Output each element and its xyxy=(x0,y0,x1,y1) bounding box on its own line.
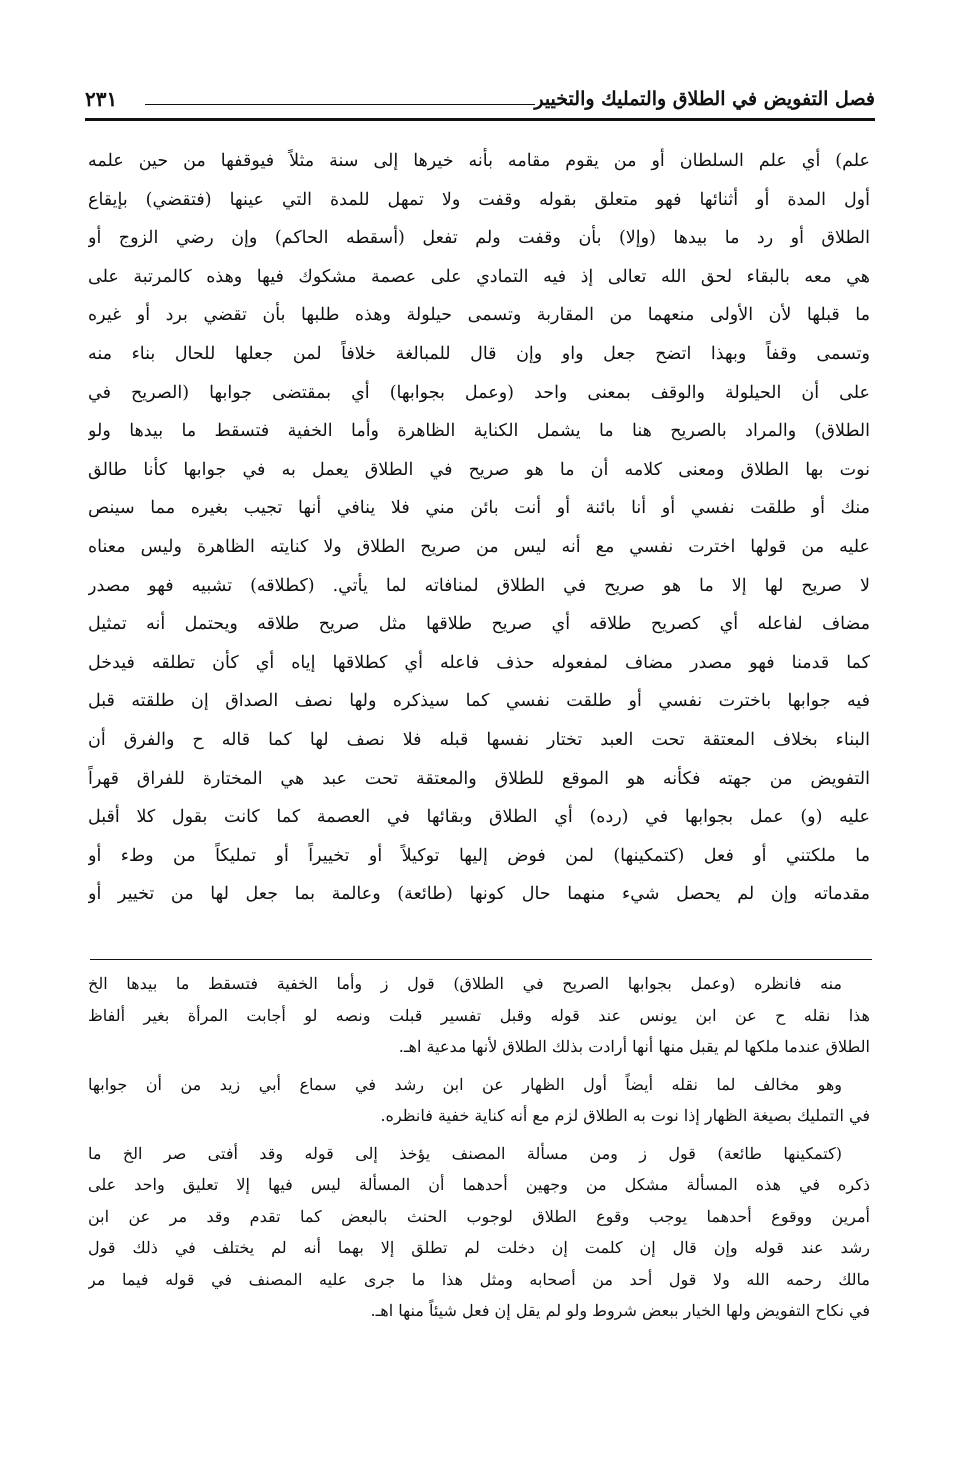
main-text xyxy=(88,142,870,914)
footnote-line: ذكره في هذه المسألة مشكل من وجهين أحدهما أن المسألة ليس فيها إلا تعليق واحد على xyxy=(88,1175,870,1194)
chapter-title: فصل التفويض في الطلاق والتمليك والتخيير xyxy=(534,88,875,110)
main-line: التفويض من جهته فكأنه هو الموقع للطلاق والمعتقة تحت عبد هي المختارة للفراق قهراً xyxy=(88,768,870,789)
footnote-line: أمرين ووقوع أحدهما يوجب وقوع الطلاق لوجوب الحنث بالبعض كما تقدم وقد مر عن ابن xyxy=(88,1206,870,1226)
footnote-line: وهو مخالف لما نقله أيضاً أول الظهار عن ابن رشد في سماع أبي زيد من أن جوابها xyxy=(88,1074,842,1094)
footnote-paragraph xyxy=(88,1069,870,1132)
footnote-line: هذا نقله ح عن ابن يونس عند قوله وقبل تفسير قبلت ونصه لو أجابت المرأة بغير ألفاظ xyxy=(88,1005,870,1025)
main-line: علم) أي علم السلطان أو من يقوم مقامه بأنه خيرها إلى سنة مثلاً فيوقفها من حين علمه xyxy=(88,151,870,171)
main-line: نوت بها الطلاق ومعنى كلامه أن ما هو صريح في الطلاق يعمل به في جوابها كأنا طالق xyxy=(88,459,870,480)
main-line: أول المدة أو أثنائها فهو متعلق بقوله وقفت ولا تمهل للمدة التي عينها (فتقضي) بإيقاع xyxy=(88,189,870,210)
main-line: لا صريح لها إلا ما هو صريح في الطلاق لمنافاته لما يأتي. (كطلاقه) تشبيه فهو مصدر xyxy=(88,575,870,596)
main-line: عليه من قولها اخترت نفسي مع أنه ليس من صريح الطلاق ولا كنايته الظاهرة وليس معناه xyxy=(88,536,870,557)
main-line: فيه جوابها باخترت نفسي أو طلقت نفسي كما سيذكره ولها نصف الصداق إن طلقته قبل xyxy=(88,691,870,712)
main-line: وتسمى وقفاً وبهذا اتضح جعل واو وإن قال للمبالغة خلافاً لمن جعلها للحال بناء منه xyxy=(88,343,870,364)
main-line: هي معه بالبقاء لحق الله تعالى إذ فيه التمادي على عصمة مشكوك فيها وهذه كالمرتبة على xyxy=(88,266,870,287)
page-header xyxy=(85,84,875,116)
footnote-line: مالك رحمه الله ولا قول أحد من أصحابه ومثل هذا ما جرى عليه المصنف في قوله فيما مر xyxy=(88,1269,870,1289)
footnote-paragraph xyxy=(88,968,870,1063)
main-line: ما ملكتني أو فعل (كتمكينها) لمن فوض إليها توكيلاً أو تخييراً أو تمليكاً من وطء أو xyxy=(88,845,870,866)
main-line: مقدماته وإن لم يحصل شيء منهما حال كونها (طائعة) وعالمة بما جعل لها من تخيير أو xyxy=(88,884,870,905)
main-line: مضاف لفاعله أي كصريح طلاقه أي صريح طلاقها مثل صريح طلاقه ويحتمل أنه تمثيل xyxy=(88,614,870,635)
main-line: كما قدمنا فهو مصدر مضاف لمفعوله حذف فاعله أي كطلاقها إياه أي كأن تطلقه فيدخل xyxy=(88,652,870,673)
footnote-line: في نكاح التفويض ولها الخيار ببعض شروط ولو لم يقل إن فعل شيئاً منها اهـ. xyxy=(370,1301,870,1320)
main-line: الطلاق أو رد ما بيدها (وإلا) بأن وقفت ولم تفعل (أسقطه الحاكم) وإن رضي الزوج أو xyxy=(88,228,870,249)
main-line: على أن الحيلولة والوقف بمعنى واحد (وعمل بجوابها) أي بمقتضى جوابها (الصريح في xyxy=(88,382,870,403)
footnotes xyxy=(88,968,870,1333)
footnote-line: في التمليك بصيغة الظهار إذا نوت به الطلاق لزم مع أنه كناية خفية فانظره. xyxy=(380,1106,870,1125)
footnote-line: الطلاق عندما ملكها لم يقبل منها أنها أرادت بذلك الطلاق لأنها مدعية اهـ. xyxy=(398,1037,870,1056)
header-leader-line xyxy=(145,104,535,105)
main-line: البناء بخلاف المعتقة تحت العبد تختار نفسها قبله فلا نصف لها كما قاله ح والفرق أن xyxy=(88,729,870,750)
footnote-line: (كتمكينها طائعة) قول ز ومن مسألة المصنف يؤخذ إلى قوله وقد أفتى صر الخ ما xyxy=(88,1143,842,1163)
footnote-line: رشد عند قوله وإن قال إن كلمت إن دخلت لم تطلق إلا بهما أنه لم يختلف في ذلك قول xyxy=(88,1238,870,1257)
footnote-separator xyxy=(90,959,872,960)
page-number: ٢٣١ xyxy=(85,87,118,111)
footnote-line: منه فانظره (وعمل بجوابها الصريح في الطلاق) قول ز وأما الخفية فتسقط ما بيدها الخ xyxy=(88,974,842,993)
main-line: الطلاق) والمراد بالصريح هنا ما يشمل الكناية الظاهرة وأما الخفية فتسقط ما بيدها ولو xyxy=(88,421,870,442)
main-line: منك أو طلقت نفسي أو أنا بائنة أو أنت بائن مني فلا ينافي أنها تجيب بغيره مما سينص xyxy=(88,498,870,519)
footnote-paragraph xyxy=(88,1138,870,1327)
header-rule xyxy=(85,118,875,121)
main-line: عليه (و) عمل بجوابها في (رده) أي الطلاق وبقائها في العصمة كما كانت بقول كلا أقبل xyxy=(88,807,870,828)
main-line: ما قبلها لأن الأولى منعهما من المقاربة وتسمى حيلولة وهذه طلبها بأن تقضي برد أو غيره xyxy=(88,305,870,326)
